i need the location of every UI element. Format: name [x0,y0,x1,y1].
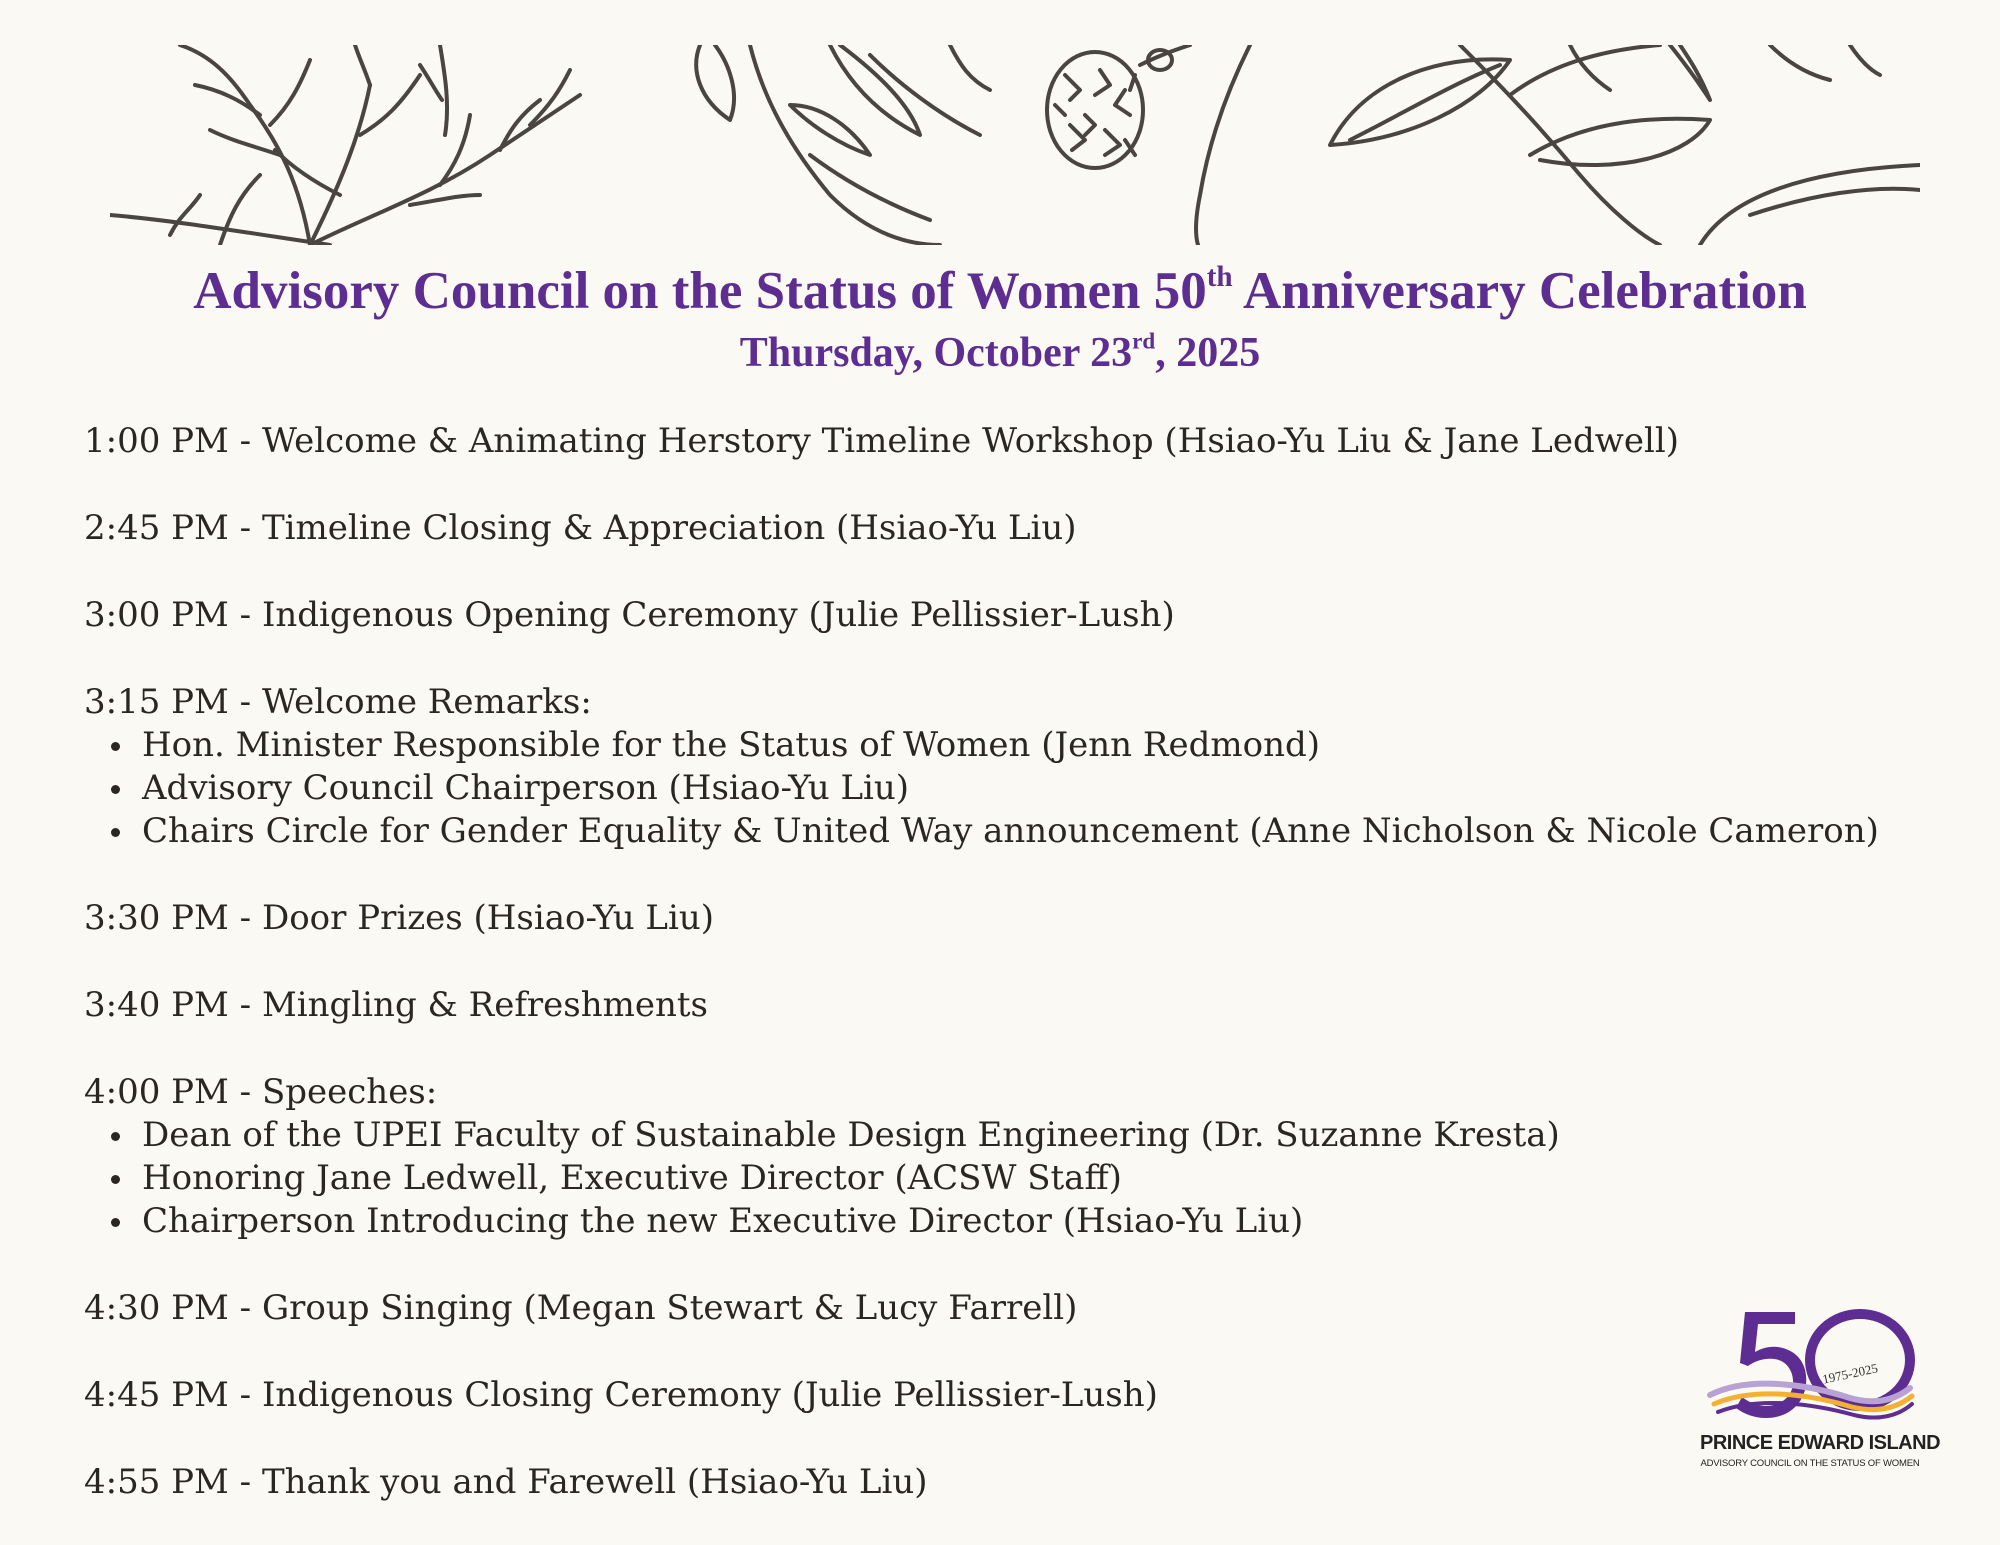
logo-organization: ADVISORY COUNCIL ON THE STATUS OF WOMEN [1700,1458,1920,1469]
date-superscript: rd [1132,327,1156,354]
schedule-item: 1:00 PM - Welcome & Animating Herstory Timeline Workshop (Hsiao-Yu Liu & Jane Ledwell) [84,421,1680,461]
schedule-item: 4:30 PM - Group Singing (Megan Stewart & Lucy Farrell) [84,1288,1078,1328]
schedule-item: 4:00 PM - Speeches: [84,1072,438,1112]
schedule-bullet: Advisory Council Chairperson (Hsiao-Yu Liu) [84,767,1914,810]
page-title [0,262,2000,320]
schedule-item: 3:15 PM - Welcome Remarks: [84,682,592,722]
schedule-bullet: Chairs Circle for Gender Equality & United Way announcement (Anne Nicholson & Nicole Cameron) [84,810,1914,853]
event-date [0,327,2000,376]
logo-province: PRINCE EDWARD ISLAND [1700,1432,1941,1454]
title-end: Anniversary Celebration [1232,262,1807,320]
schedule-bullet: Hon. Minister Responsible for the Status of Women (Jenn Redmond) [84,724,1914,767]
schedule-bullet: Honoring Jane Ledwell, Executive Director (ACSW Staff) [84,1157,1914,1200]
schedule-bullet: Dean of the UPEI Faculty of Sustainable Design Engineering (Dr. Suzanne Kresta) [84,1114,1914,1157]
schedule-item: 3:00 PM - Indigenous Opening Ceremony (Julie Pellissier-Lush) [84,595,1175,635]
title-superscript: th [1206,261,1233,294]
botanical-illustration-banner [110,45,1920,245]
schedule-item: 4:55 PM - Thank you and Farewell (Hsiao-Yu Liu) [84,1462,928,1502]
date-main: Thursday, October 23 [739,330,1133,376]
logo-years: 1975-2025 [1820,1360,1880,1387]
schedule-item: 4:45 PM - Indigenous Closing Ceremony (Julie Pellissier-Lush) [84,1375,1158,1415]
schedule-item: 3:40 PM - Mingling & Refreshments [84,985,708,1025]
schedule-bullet: Chairperson Introducing the new Executive Director (Hsiao-Yu Liu) [84,1200,1914,1243]
schedule-list [84,420,1914,1504]
logo-50-graphic [1700,1300,1920,1430]
acsw-50-logo [1700,1300,1941,1480]
date-end: , 2025 [1155,330,1261,376]
schedule-item: 3:30 PM - Door Prizes (Hsiao-Yu Liu) [84,898,715,938]
schedule-item: 2:45 PM - Timeline Closing & Appreciation (Hsiao-Yu Liu) [84,508,1077,548]
title-main: Advisory Council on the Status of Women 50 [193,262,1207,320]
